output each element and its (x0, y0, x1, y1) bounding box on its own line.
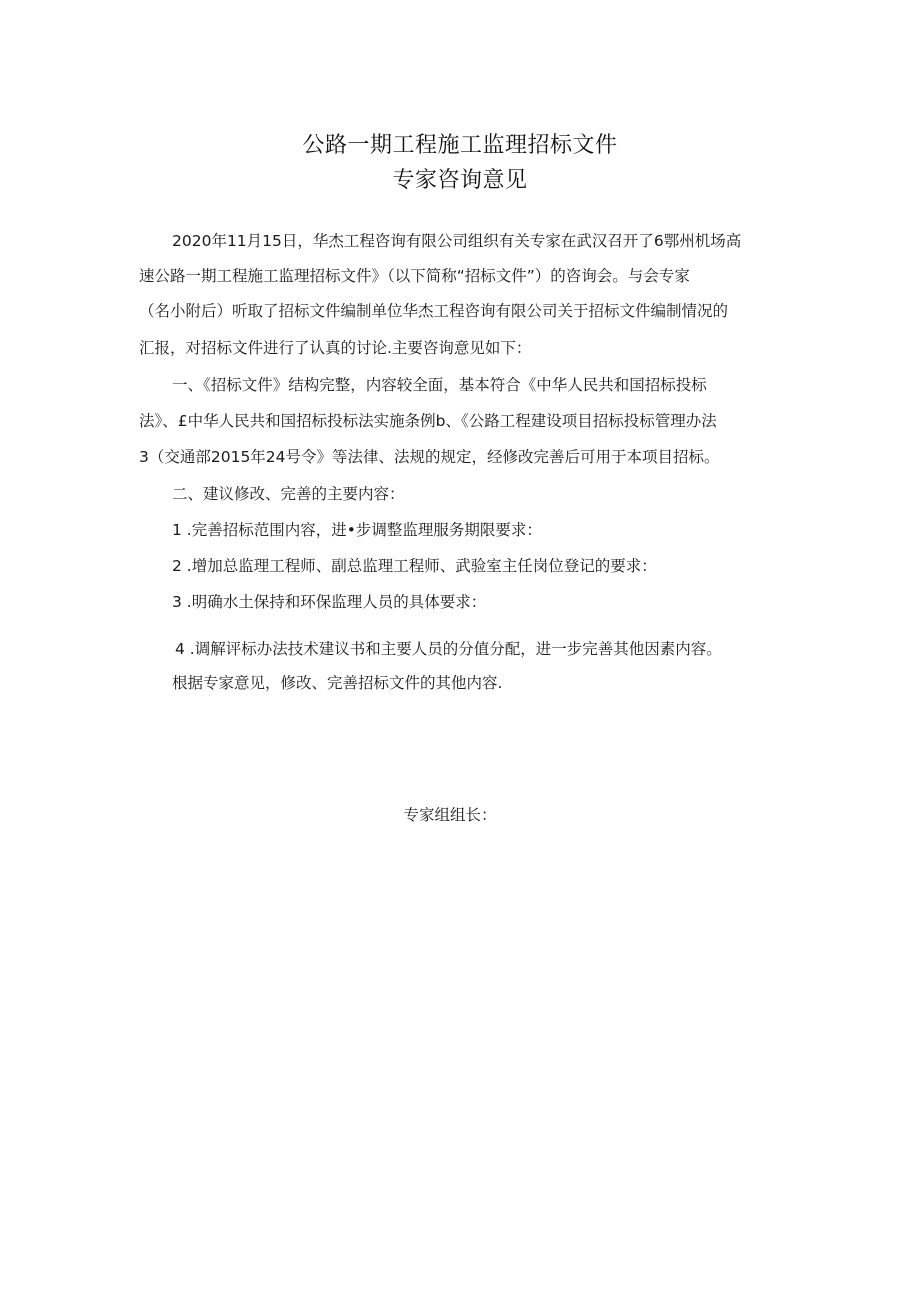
paragraph1-line3: （名小附后）听取了招标文件编制单位华杰工程咨询有限公司关于招标文件编制情况的 (139, 302, 729, 320)
document-title-line2: 专家咨询意见 (392, 168, 528, 193)
list-item-4: 4 .调解评标办法技术建议书和主要人员的分值分配，进一步完善其他因素内容。 (175, 640, 722, 658)
list-item-1: 1 .完善招标范围内容，进•步调整监理服务期限要求： (172, 521, 542, 539)
section1-line3: 3（交通部2015年24号令》等法律、法规的规定，经修改完善后可用于本项目招标。 (139, 448, 720, 466)
section1-line1: 一、《招标文件》结构完整，内容较全面，基本符合《中华人民共和国招标投标 (172, 376, 707, 394)
document-title-line1: 公路一期工程施工监理招标文件 (302, 133, 618, 158)
closing-paragraph: 根据专家意见，修改、完善招标文件的其他内容. (172, 674, 503, 692)
paragraph1-line2: 速公路一期工程施工监理招标文件》（以下简称“招标文件”）的咨询会。与会专家 (139, 267, 690, 285)
section1-line2: 法》、£中华人民共和国招标投标法实施条例b、《公路工程建设项目招标投标管理办法 (139, 412, 717, 430)
signature-label: 专家组组长： (403, 806, 497, 824)
paragraph1-line4: 汇报，对招标文件进行了认真的讨论.主要咨询意见如下： (139, 339, 532, 357)
section2-heading: 二、建议修改、完善的主要内容： (172, 485, 405, 503)
list-item-3: 3 .明确水土保持和环保监理人员的具体要求： (172, 593, 487, 611)
list-item-2: 2 .增加总监理工程师、副总监理工程师、武验室主任岗位登记的要求： (172, 557, 657, 575)
paragraph1-line1: 2020年11月15日，华杰工程咨询有限公司组织有关专家在武汉召开了6鄂州机场高 (172, 232, 742, 250)
